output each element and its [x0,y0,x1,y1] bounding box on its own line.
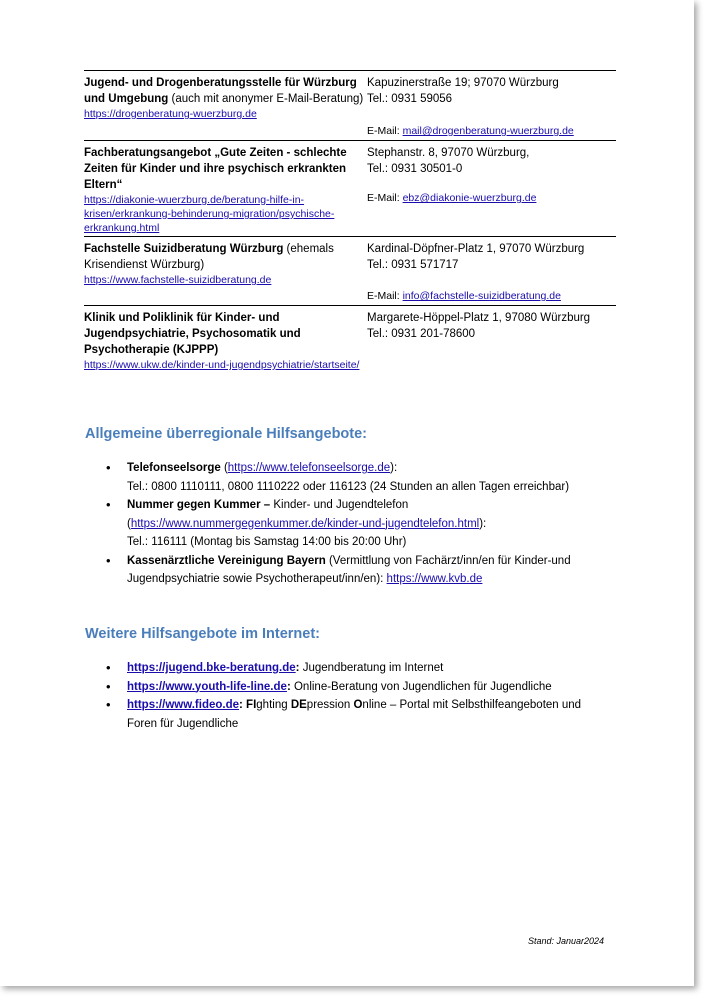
email-label: E-Mail: [367,290,403,302]
kvb-link[interactable]: https://www.kvb.de [386,573,483,585]
bke-link[interactable]: https://jugend.bke-beratung.de [127,662,296,674]
email-label: E-Mail: [367,125,403,137]
footer-date: Stand: Januar2024 [527,936,604,946]
institution-cell [84,141,367,236]
phone: Tel.: 0931 571717 [367,259,459,271]
institution-name: Fachberatungsangebot „Gute Zeiten - schlechte Zeiten für Kinder und ihre psychisch erkrankten Eltern“ [84,147,347,191]
contact-cell [367,71,616,140]
counseling-table [84,70,616,386]
item-text: Jugendberatung im Internet [299,662,444,674]
item-text: ): [479,517,487,530]
item-text: (Vermittlung von Fachärzt/inn/en für Kinder-und Jugendpsychiatrie sowie Psychotherapeut/inn/en): [127,554,571,585]
section-heading-internet: Weitere Hilfsangebote im Internet: [85,626,320,642]
address: Stephanstr. 8, 97070 Würzburg, [367,147,530,159]
item-text: ): [390,462,398,474]
item-text: : [286,680,291,693]
list-item [106,678,606,697]
fideo-link[interactable]: https://www.fideo.de [127,699,240,711]
table-row [84,140,616,236]
list-item [106,552,606,589]
email-link[interactable]: info@fachstelle-suizidberatung.de [402,290,561,302]
item-phone: Tel.: 0800 1110111, 0800 1110222 oder 116123 (24 Stunden an allen Tagen erreichbar) [127,480,570,493]
item-text: pression [306,699,354,711]
contact-cell [367,306,616,386]
section-heading-general: Allgemeine überregionale Hilfsangebote: [85,426,367,442]
phone: Tel.: 0931 201-78600 [367,328,476,340]
item-title: Telefonseelsorge [127,462,221,474]
list-item [106,696,606,733]
email-link[interactable]: mail@drogenberatung-wuerzburg.de [402,125,574,137]
table-row [84,305,616,386]
list-item [106,496,606,552]
institution-link[interactable]: https://diakonie-wuerzburg.de/beratung-hilfe-in-krisen/erkrankung-behinderung-migration/psychische-erkrankung.html [84,194,335,234]
institution-link[interactable]: https://drogenberatung-wuerzburg.de [84,108,257,120]
institution-cell [84,237,367,305]
list-item [106,459,606,496]
item-text: : [239,699,243,711]
item-text: ( [220,462,228,474]
item-title: Nummer gegen Kummer – [127,499,271,511]
internet-help-list [106,659,606,733]
youth-life-line-link[interactable]: https://www.youth-life-line.de [127,680,287,693]
contact-cell [367,237,616,305]
item-text: FI [242,699,257,711]
item-title: Kassenärztliche Vereinigung Bayern [127,554,326,567]
list-item [106,659,606,678]
item-text: nline – Portal mit Selbsthilfeangeboten und Foren für Jugendliche [127,699,582,730]
item-phone: Tel.: 116111 (Montag bis Samstag 14:00 bis 20:00 Uhr) [127,536,407,548]
email-line [367,289,616,303]
item-text: Kinder- und Jugendtelefon [270,499,409,511]
institution-name: Jugend- und Drogenberatungsstelle für Würzburg und Umgebung [84,77,357,105]
item-text: Online-Beratung von Jugendlichen für Jugendliche [290,680,552,693]
institution-link[interactable]: https://www.fachstelle-suizidberatung.de [84,274,272,286]
institution-cell [84,71,367,140]
item-text: O [353,699,363,711]
institution-note: (ehemals Krisendienst Würzburg) [84,243,334,271]
general-help-list [106,459,606,589]
item-text: ( [127,517,131,530]
table-row [84,236,616,305]
email-line [367,191,616,205]
institution-name: Klinik und Poliklinik für Kinder- und Jugendpsychiatrie, Psychosomatik und Psychotherapie (KJPPP) [84,312,301,356]
item-text: ghting [256,699,291,711]
institution-note: (auch mit anonymer E-Mail-Beratung) [168,93,364,105]
phone: Tel.: 0931 59056 [367,93,453,105]
nummer-gegen-kummer-link[interactable]: https://www.nummergegenkummer.de/kinder-und-jugendtelefon.html [130,517,480,530]
telefonseelsorge-link[interactable]: https://www.telefonseelsorge.de [227,462,391,474]
phone: Tel.: 0931 30501-0 [367,163,463,175]
institution-link[interactable]: https://www.ukw.de/kinder-und-jugendpsychiatrie/startseite/ [84,359,360,371]
table-row [84,70,616,140]
address: Kardinal-Döpfner-Platz 1, 97070 Würzburg [367,243,585,255]
email-link[interactable]: ebz@diakonie-wuerzburg.de [402,192,537,204]
email-label: E-Mail: [367,192,403,204]
address: Margarete-Höppel-Platz 1, 97080 Würzburg [367,312,591,324]
contact-cell [367,141,616,236]
institution-cell [84,306,367,386]
address: Kapuzinerstraße 19; 97070 Würzburg [367,77,559,89]
item-text: : [295,662,300,674]
item-text: DE [290,699,307,711]
email-line [367,124,616,138]
institution-name: Fachstelle Suizidberatung Würzburg [84,243,284,255]
